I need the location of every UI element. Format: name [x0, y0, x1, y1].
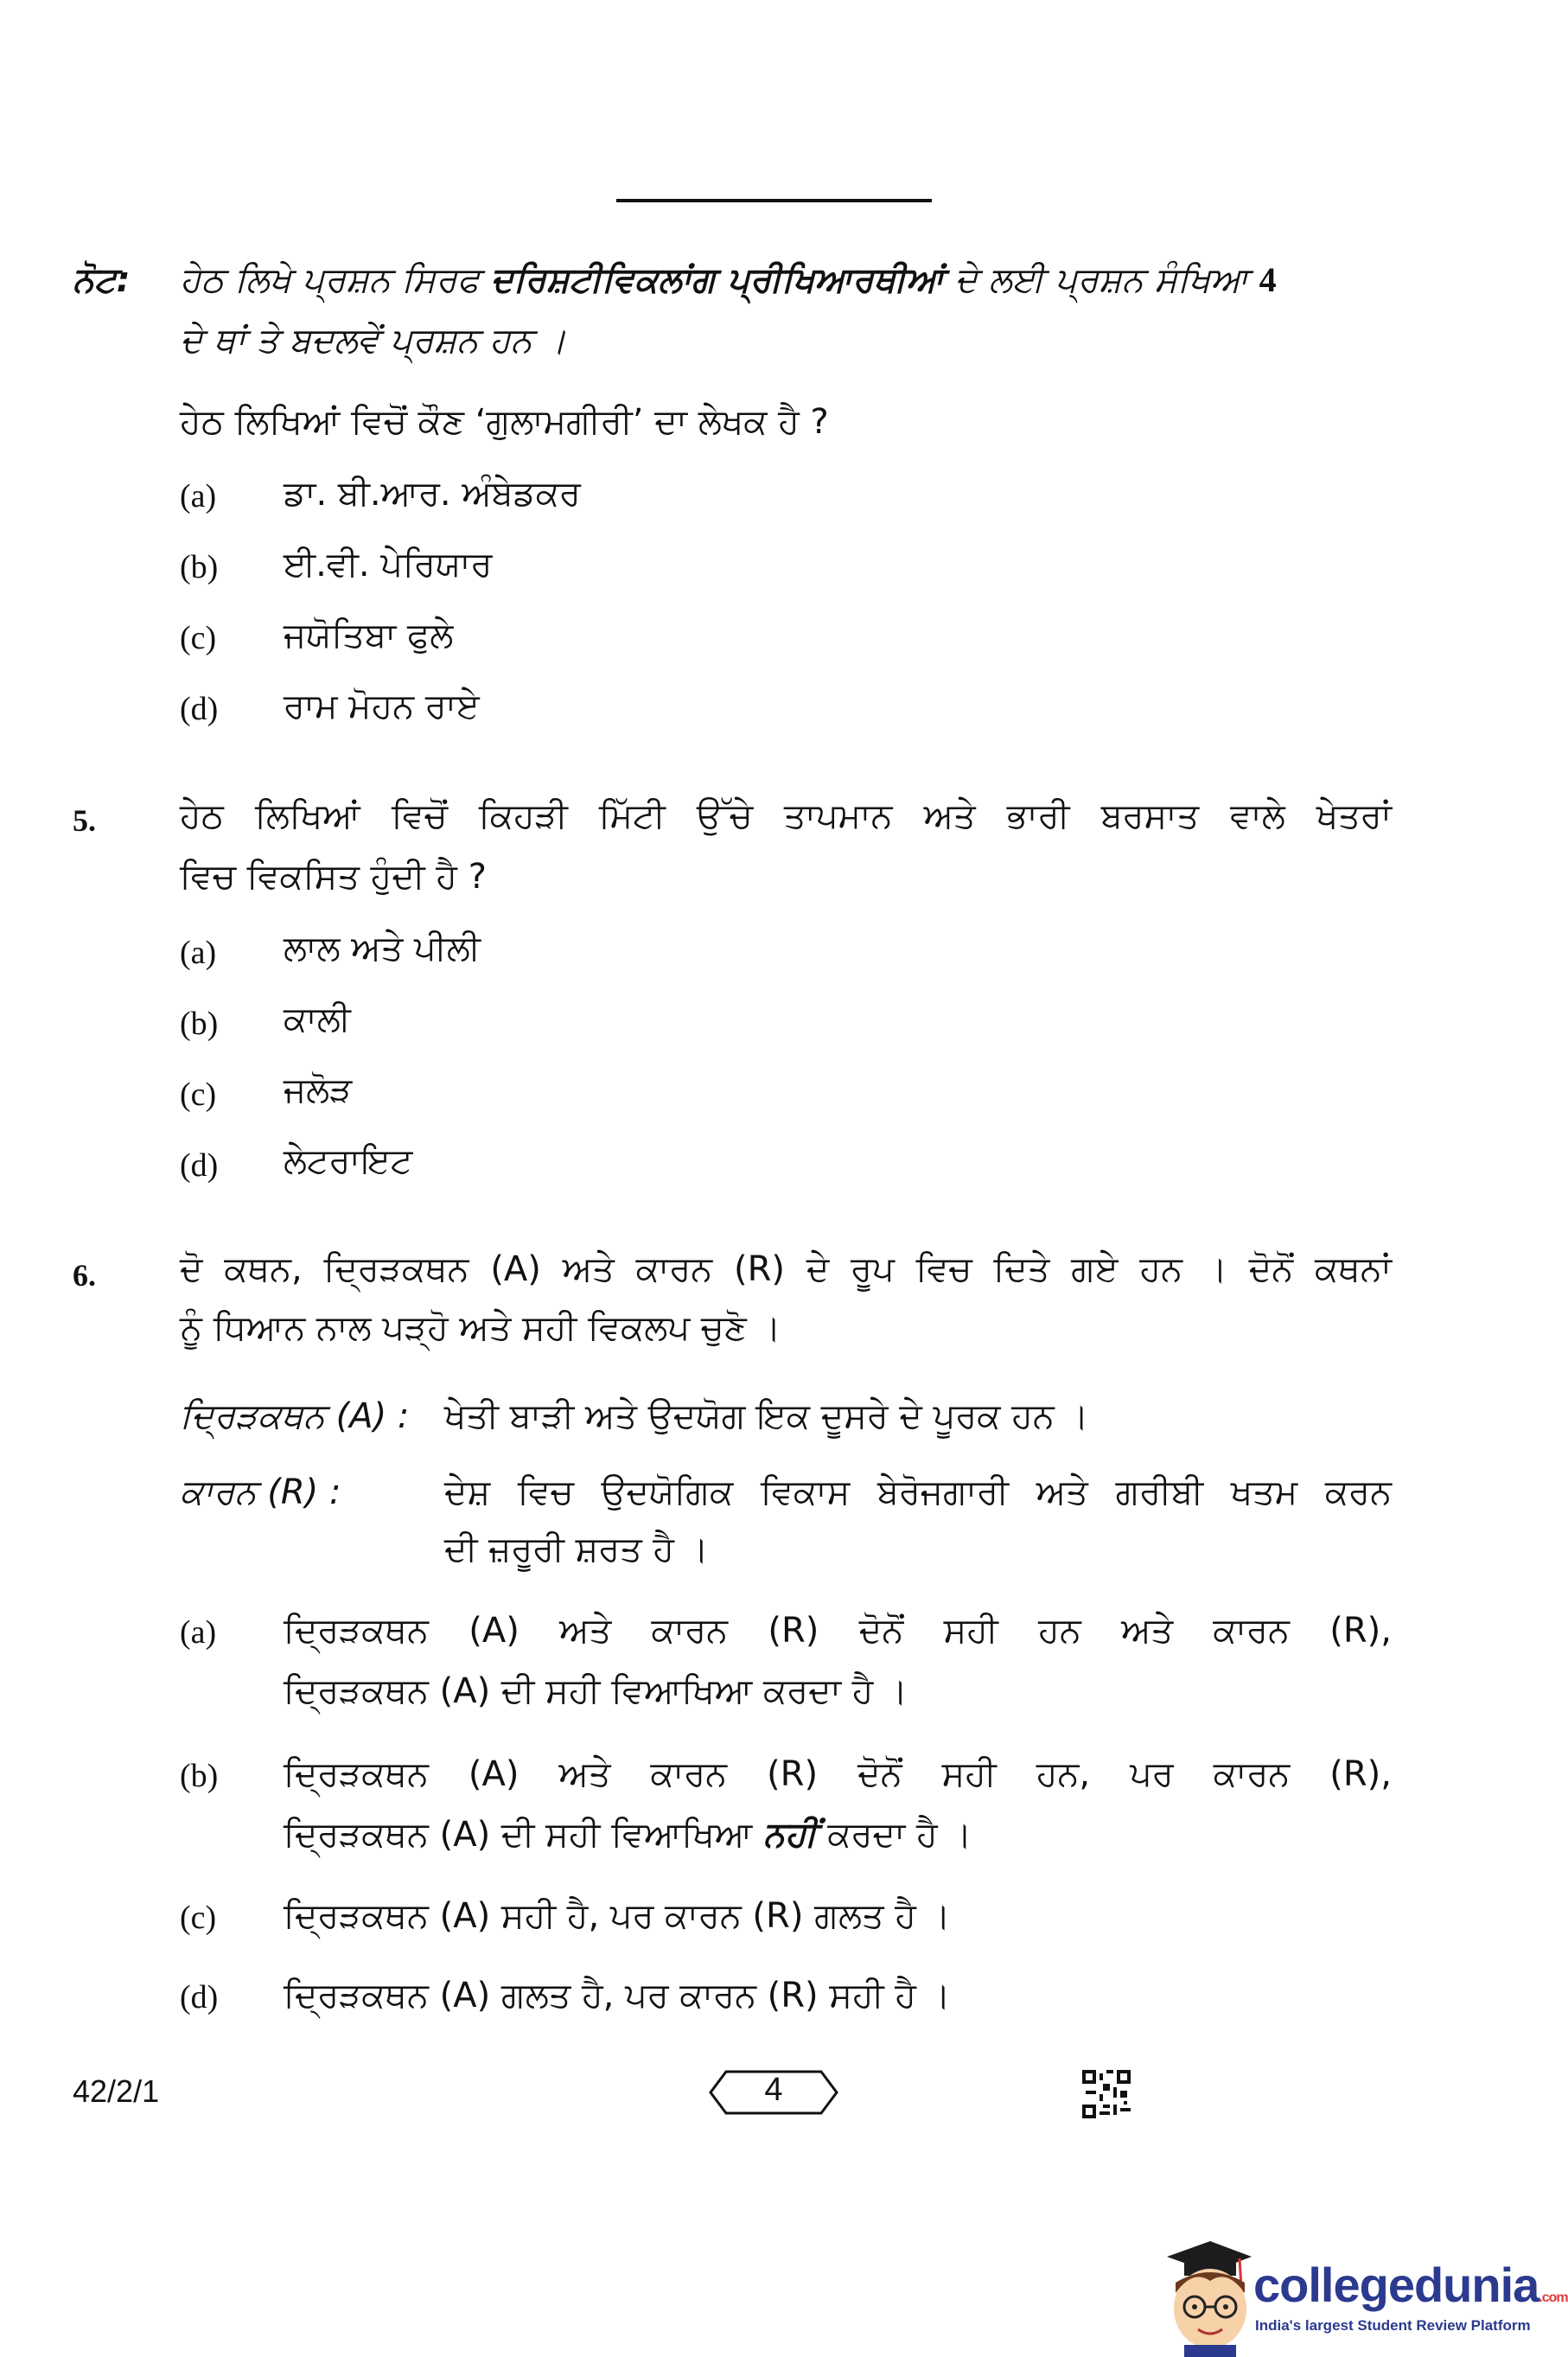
q6-option-b-line-1: ਦ੍ਰਿੜਕਥਨ (A) ਅਤੇ ਕਾਰਨ (R) ਦੋਨੋਂ ਸਹੀ ਹਨ, ਪਰ ਕਾਰਨ (R),: [284, 1754, 1392, 1794]
alt-option-a-label: (a): [180, 478, 217, 514]
q6-option-b-line-2: ਦ੍ਰਿੜਕਥਨ (A) ਦੀ ਸਹੀ ਵਿਆਖਿਆ ਨਹੀਂ ਕਰਦਾ ਹੈ ।: [284, 1815, 972, 1855]
q6-option-d-text: ਦ੍ਰਿੜਕਥਨ (A) ਗਲਤ ਹੈ, ਪਰ ਕਾਰਨ (R) ਸਹੀ ਹੈ ।: [284, 1976, 951, 2015]
q5-option-a-text: ਲਾਲ ਅਤੇ ਪੀਲੀ: [284, 929, 481, 968]
q6-option-a-line-1: ਦ੍ਰਿੜਕਥਨ (A) ਅਤੇ ਕਾਰਨ (R) ਦੋਨੋਂ ਸਹੀ ਹਨ ਅਤੇ ਕਾਰਨ (R),: [284, 1611, 1392, 1651]
reason-label: ਕਾਰਨ (R) :: [180, 1472, 341, 1512]
assertion-label: ਦ੍ਰਿੜਕਥਨ (A) :: [180, 1396, 410, 1436]
paper-code: 42/2/1: [73, 2073, 160, 2109]
page-number-box: [709, 2068, 838, 2117]
q6-option-c-label: (c): [180, 1900, 217, 1936]
q6-option-d-label: (d): [180, 1979, 219, 2015]
note-line-1: ਹੇਠ ਲਿਖੇ ਪ੍ਰਸ਼ਨ ਸਿਰਫ ਦਰਿਸ਼ਟੀਵਿਕਲਾਂਗ ਪ੍ਰੀਖਿਆਰਥੀਆਂ ਦੇ ਲਈ ਪ੍ਰਸ਼ਨ ਸੰਖਿਆ 4: [180, 260, 1277, 300]
reason-line-2: ਦੀ ਜ਼ਰੂਰੀ ਸ਼ਰਤ ਹੈ ।: [444, 1530, 709, 1569]
alt-option-c-label: (c): [180, 620, 217, 656]
alt-option-c-text: ਜਯੋਤਿਬਾ ਫੁਲੇ: [284, 616, 454, 655]
question-6-number: 6.: [73, 1258, 96, 1293]
logo-tagline: India's largest Student Review Platform: [1255, 2317, 1531, 2334]
question-5-line-1: ਹੇਠ ਲਿਖਿਆਂ ਵਿਚੋਂ ਕਿਹੜੀ ਮਿੱਟੀ ਉੱਚੇ ਤਾਪਮਾਨ ਅਤੇ ਭਾਰੀ ਬਰਸਾਤ ਵਾਲੇ ਖੇਤਰਾਂ: [180, 796, 1392, 836]
question-6-line-2: ਨੂੰ ਧਿਆਨ ਨਾਲ ਪੜ੍ਹੋ ਅਤੇ ਸਹੀ ਵਿਕਲਪ ਚੁਣੋ ।: [180, 1308, 781, 1348]
note-label: ਨੋਟ:: [73, 260, 131, 300]
page-number: 4: [764, 2072, 783, 2108]
alt-option-a-text: ਡਾ. ਬੀ.ਆਰ. ਅੰਬੇਡਕਰ: [284, 474, 581, 514]
qr-code-icon: [1082, 2070, 1131, 2118]
q5-option-c-label: (c): [180, 1076, 217, 1113]
alt-option-b-label: (b): [180, 549, 219, 585]
q6-option-a-label: (a): [180, 1614, 217, 1651]
q5-option-d-text: ਲੇਟਰਾਇਟ: [284, 1141, 413, 1181]
q5-option-a-label: (a): [180, 935, 217, 971]
q6-option-b-label: (b): [180, 1758, 219, 1794]
logo-wordmark: collegedunia.com: [1253, 2258, 1568, 2312]
reason-line-1: ਦੇਸ਼ ਵਿਚ ਉਦਯੋਗਿਕ ਵਿਕਾਸ ਬੇਰੋਜਗਾਰੀ ਅਤੇ ਗਰੀਬੀ ਖਤਮ ਕਰਨ: [444, 1472, 1392, 1512]
q5-option-d-label: (d): [180, 1147, 219, 1184]
mascot-icon: [1150, 2231, 1253, 2357]
q5-option-b-label: (b): [180, 1006, 219, 1042]
q5-option-c-text: ਜਲੋੜ: [284, 1070, 353, 1110]
question-5-line-2: ਵਿਚ ਵਿਕਸਿਤ ਹੁੰਦੀ ਹੈ ?: [180, 857, 487, 897]
alt-option-b-text: ਈ.ਵੀ. ਪੇਰਿਯਾਰ: [284, 545, 493, 584]
q5-option-b-text: ਕਾਲੀ: [284, 1000, 351, 1039]
alt-option-d-label: (d): [180, 691, 219, 727]
alt-question-text: ਹੇਠ ਲਿਖਿਆਂ ਵਿਚੋਂ ਕੌਣ ‘ਗੁਲਾਮਗੀਰੀ’ ਦਾ ਲੇਖਕ ਹੈ ?: [180, 402, 829, 442]
collegedunia-logo: [1150, 2231, 1568, 2357]
alt-option-d-text: ਰਾਮ ਮੋਹਨ ਰਾਏ: [284, 687, 480, 726]
q6-option-a-line-2: ਦ੍ਰਿੜਕਥਨ (A) ਦੀ ਸਹੀ ਵਿਆਖਿਆ ਕਰਦਾ ਹੈ ।: [284, 1671, 908, 1711]
note-line-2: ਦੇ ਥਾਂ ਤੇ ਬਦਲਵੇਂ ਪ੍ਰਸ਼ਨ ਹਨ ।: [180, 321, 567, 361]
q6-option-c-text: ਦ੍ਰਿੜਕਥਨ (A) ਸਹੀ ਹੈ, ਪਰ ਕਾਰਨ (R) ਗਲਤ ਹੈ ।: [284, 1896, 951, 1936]
question-6-line-1: ਦੋ ਕਥਨ, ਦ੍ਰਿੜਕਥਨ (A) ਅਤੇ ਕਾਰਨ (R) ਦੇ ਰੂਪ ਵਿਚ ਦਿਤੇ ਗਏ ਹਨ । ਦੋਨੋਂ ਕਥਨਾਂ: [180, 1249, 1392, 1289]
question-5-number: 5.: [73, 803, 96, 838]
top-rule: [616, 199, 932, 202]
assertion-text: ਖੇਤੀ ਬਾੜੀ ਅਤੇ ਉਦਯੋਗ ਇਕ ਦੂਸਰੇ ਦੇ ਪੂਰਕ ਹਨ ।: [444, 1396, 1089, 1436]
